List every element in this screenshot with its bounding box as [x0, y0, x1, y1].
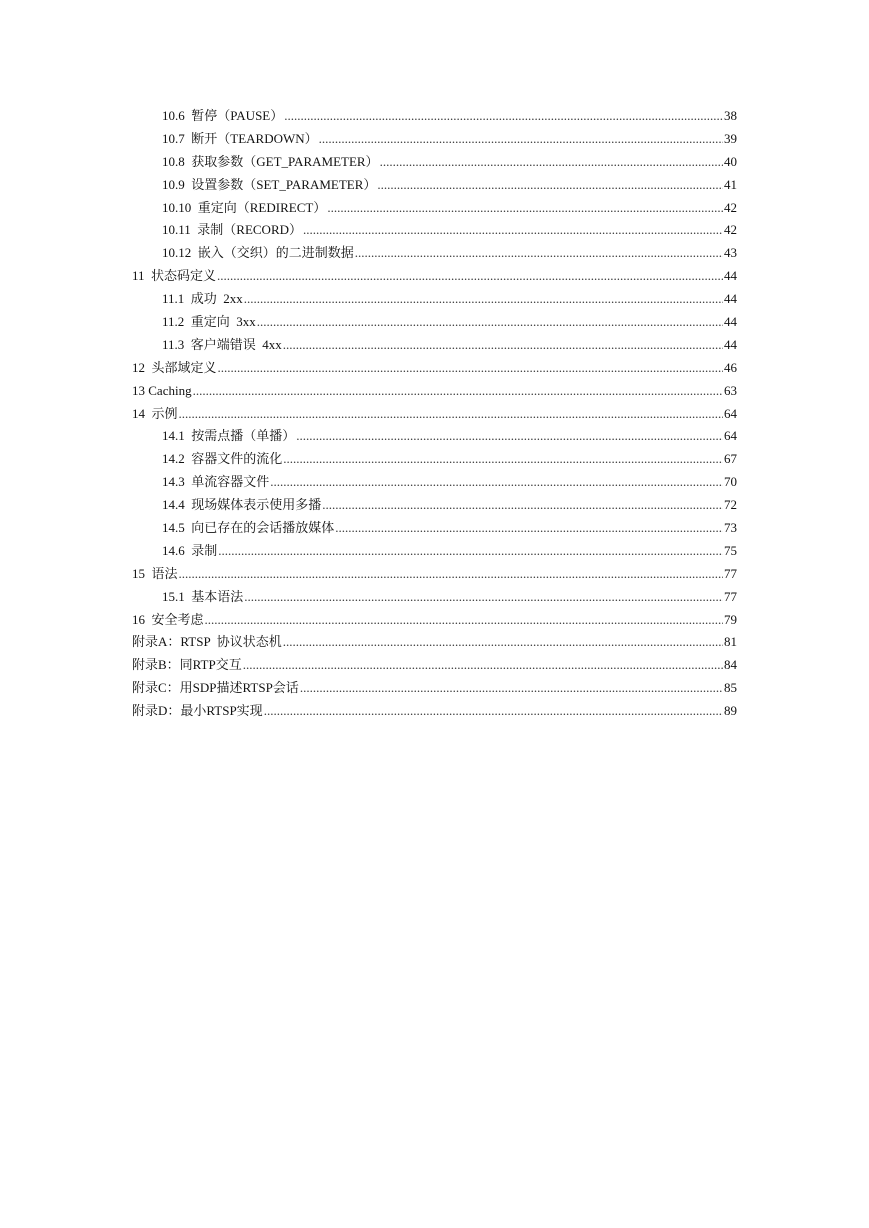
toc-entry-title: 14 示例	[132, 405, 178, 421]
toc-entry-title: 16 安全考虑	[132, 611, 204, 627]
table-of-contents	[132, 105, 737, 723]
toc-dot-leader	[243, 654, 723, 677]
toc-entry-page-number: 41	[724, 176, 737, 192]
toc-entry-page-number: 64	[724, 405, 737, 421]
toc-dot-leader	[217, 265, 723, 288]
toc-dot-leader	[322, 494, 723, 517]
toc-dot-leader	[355, 242, 723, 265]
toc-entry-title: 11.2 重定向 3xx	[162, 314, 256, 330]
toc-entry[interactable]	[132, 105, 737, 128]
toc-entry-title: 11 状态码定义	[132, 268, 217, 284]
toc-entry-title: 14.5 向已存在的会话播放媒体	[162, 520, 335, 536]
toc-entry-page-number: 75	[724, 542, 737, 558]
toc-entry[interactable]	[132, 471, 737, 494]
toc-entry[interactable]	[132, 609, 737, 632]
toc-entry-page-number: 85	[724, 680, 737, 696]
toc-dot-leader	[380, 151, 723, 174]
toc-entry-page-number: 44	[724, 314, 737, 330]
toc-dot-leader	[179, 403, 723, 426]
toc-entry-title: 10.9 设置参数（SET_PARAMETER）	[162, 176, 377, 192]
toc-dot-leader	[300, 677, 723, 700]
toc-entry-title: 附录A：RTSP 协议状态机	[132, 634, 282, 650]
toc-entry-page-number: 43	[724, 245, 737, 261]
toc-entry-page-number: 67	[724, 451, 737, 467]
toc-entry-title: 10.10 重定向（REDIRECT）	[162, 199, 327, 215]
toc-dot-leader	[270, 471, 723, 494]
toc-dot-leader	[284, 105, 723, 128]
toc-dot-leader	[283, 448, 723, 471]
toc-entry-title: 15.1 基本语法	[162, 588, 244, 604]
toc-entry[interactable]	[132, 631, 737, 654]
toc-entry-title: 14.4 现场媒体表示使用多播	[162, 497, 322, 513]
toc-dot-leader	[327, 197, 723, 220]
toc-entry[interactable]	[132, 448, 737, 471]
toc-dot-leader	[218, 357, 723, 380]
toc-entry-title: 10.12 嵌入（交织）的二进制数据	[162, 245, 354, 261]
toc-entry-page-number: 64	[724, 428, 737, 444]
toc-entry[interactable]	[132, 219, 737, 242]
toc-dot-leader	[244, 288, 723, 311]
toc-entry-title: 附录C：用SDP描述RTSP会话	[132, 680, 299, 696]
toc-entry-page-number: 46	[724, 359, 737, 375]
toc-dot-leader	[283, 631, 723, 654]
toc-entry[interactable]	[132, 403, 737, 426]
toc-dot-leader	[218, 540, 723, 563]
toc-entry[interactable]	[132, 700, 737, 723]
toc-entry-title: 14.6 录制	[162, 542, 218, 558]
toc-dot-leader	[335, 517, 723, 540]
toc-dot-leader	[319, 128, 723, 151]
toc-entry-page-number: 39	[724, 130, 737, 146]
toc-entry[interactable]	[132, 563, 737, 586]
toc-entry-page-number: 72	[724, 497, 737, 513]
toc-entry[interactable]	[132, 197, 737, 220]
toc-entry-title: 12 头部域定义	[132, 359, 217, 375]
toc-entry[interactable]	[132, 288, 737, 311]
toc-entry-page-number: 44	[724, 268, 737, 284]
toc-dot-leader	[377, 174, 723, 197]
toc-entry-title: 13 Caching	[132, 382, 192, 398]
toc-entry-title: 附录D：最小RTSP实现	[132, 703, 263, 719]
toc-entry-title: 10.8 获取参数（GET_PARAMETER）	[162, 153, 379, 169]
toc-dot-leader	[193, 380, 723, 403]
toc-dot-leader	[283, 334, 723, 357]
toc-entry-page-number: 38	[724, 108, 737, 123]
toc-entry-title: 14.3 单流容器文件	[162, 474, 270, 490]
toc-entry[interactable]	[132, 380, 737, 403]
toc-entry-page-number: 44	[724, 291, 737, 307]
toc-entry[interactable]	[132, 334, 737, 357]
toc-entry-page-number: 70	[724, 474, 737, 490]
toc-entry[interactable]	[132, 265, 737, 288]
toc-entry[interactable]	[132, 242, 737, 265]
toc-entry[interactable]	[132, 540, 737, 563]
toc-entry[interactable]	[132, 128, 737, 151]
toc-entry-title: 14.2 容器文件的流化	[162, 451, 283, 467]
toc-dot-leader	[179, 563, 723, 586]
toc-entry[interactable]	[132, 311, 737, 334]
toc-entry-page-number: 77	[724, 588, 737, 604]
toc-entry[interactable]	[132, 357, 737, 380]
toc-entry-title: 15 语法	[132, 565, 178, 581]
toc-entry[interactable]	[132, 174, 737, 197]
toc-entry-page-number: 44	[724, 336, 737, 352]
toc-entry[interactable]	[132, 677, 737, 700]
toc-entry-page-number: 81	[724, 634, 737, 650]
toc-entry[interactable]	[132, 151, 737, 174]
toc-entry-title: 附录B：同RTP交互	[132, 657, 242, 673]
toc-dot-leader	[303, 219, 723, 242]
toc-entry[interactable]	[132, 425, 737, 448]
toc-entry[interactable]	[132, 494, 737, 517]
toc-entry-title: 10.6 暂停（PAUSE）	[162, 108, 284, 123]
toc-dot-leader	[264, 700, 723, 723]
toc-entry-title: 10.7 断开（TEARDOWN）	[162, 130, 318, 146]
toc-entry-title: 14.1 按需点播（单播）	[162, 428, 296, 444]
toc-entry[interactable]	[132, 517, 737, 540]
toc-entry[interactable]	[132, 654, 737, 677]
toc-entry-title: 11.3 客户端错误 4xx	[162, 336, 282, 352]
toc-entry-page-number: 40	[724, 153, 737, 169]
toc-entry-page-number: 84	[724, 657, 737, 673]
toc-entry-page-number: 73	[724, 520, 737, 536]
toc-entry-page-number: 42	[724, 222, 737, 238]
toc-entry-page-number: 79	[724, 611, 737, 627]
toc-dot-leader	[257, 311, 723, 334]
toc-dot-leader	[296, 425, 723, 448]
toc-entry-page-number: 89	[724, 703, 737, 719]
toc-entry-title: 10.11 录制（RECORD）	[162, 222, 302, 238]
toc-entry-page-number: 63	[724, 382, 737, 398]
toc-entry[interactable]	[132, 586, 737, 609]
toc-dot-leader	[205, 609, 723, 632]
toc-entry-page-number: 42	[724, 199, 737, 215]
toc-entry-page-number: 77	[724, 565, 737, 581]
toc-dot-leader	[244, 586, 723, 609]
toc-entry-title: 11.1 成功 2xx	[162, 291, 243, 307]
